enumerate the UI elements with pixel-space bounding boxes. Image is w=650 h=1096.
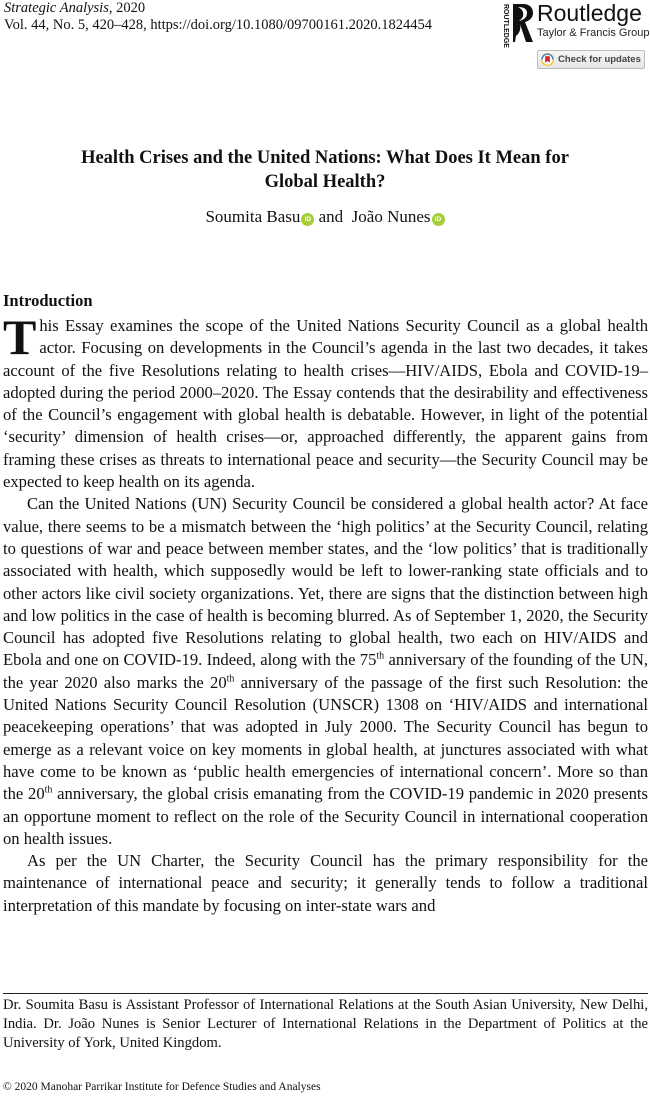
journal-year: , 2020 — [108, 0, 146, 16]
paragraph-text: anniversary of the founding of the UN, the year 2020 also marks the 20 — [3, 650, 648, 692]
check-for-updates-button[interactable] — [537, 50, 645, 69]
paragraph — [3, 309, 648, 493]
author-footnote: Dr. Soumita Basu is Assistant Professor of International Relations at the South Asian University, New Delhi, India. Dr. João Nunes is Senior Lecturer of International Relations in the Department of Politics at the University of York, United Kingdom. — [3, 997, 648, 1051]
paragraph-text: Can the United Nations (UN) Security Council be considered a global health actor? At face value, there seems to be a mismatch between the ‘high politics’ at the Security Council, relating to questions of war and peace between member states, and the ‘low politics’ that is traditionally associated with health, which supposedly would be left to lower-ranking state officials and to other actors like civil society organizations. Yet, there are signs that the distinction between high and low politics in the case of health is becoming blurred. As of September 1, 2020, the Security Council has adopted five Resolutions relating to global health, two each on HIV/AIDS and Ebola and one on COVID-19. Indeed, along with the 75 — [3, 494, 648, 670]
publisher-brand: Routledge — [537, 0, 642, 26]
paragraph-text: anniversary, the global crisis emanating from the COVID-19 pandemic in 2020 presents an opportune moment to reflect on the role of the Security Council in international cooperation on health issues. — [3, 784, 648, 848]
title-line-2: Global Health? — [264, 172, 386, 192]
paragraph-text: As per the UN Charter, the Security Council has the primary responsibility for the maintenance of international peace and security; it generally tends to follow a traditional interpretation of this mandate by focusing on inter-state wars and — [3, 851, 648, 915]
orcid-icon[interactable]: iD — [432, 213, 445, 226]
author-conjunction: and — [318, 207, 344, 226]
check-for-updates-label: Check for updates — [558, 54, 641, 65]
publisher-logo — [500, 0, 650, 48]
paragraph-text: his Essay examines the scope of the United Nations Security Council as a global health actor. Focusing on developments in the Council’s agenda in the last two decades, it takes account of the five Resolutions relating to health crises—HIV/AIDS, Ebola and COVID-19–adopted during the period 2000–2020. The Essay contends that the desirability and effectiveness of the Council’s engagement with global health is debatable. However, in light of the potential ‘security’ dimension of health crises—or, approached differently, the apparent gains from framing these crises as threats to international peace and security—the Security Council may be expected to keep health on its agenda. — [3, 316, 648, 492]
paragraph-text: anniversary of the passage of the first such Resolution: the United Nations Security Council Resolution (UNSCR) 1308 on ‘HIV/AIDS and international peacekeeping operations’ that was adopted in July 2000. The Security Council has begun to emerge as a relevant voice on key moments in global health, at junctures associated with what have come to be known as ‘public health emergencies of international concern’. More so than the 20 — [3, 672, 648, 804]
crossmark-icon — [541, 53, 554, 66]
article-body — [3, 309, 648, 917]
routledge-profile-r-icon — [512, 3, 534, 43]
superscript: th — [44, 784, 53, 796]
article-title — [20, 146, 630, 194]
author-list — [0, 206, 650, 228]
logo-vertical-text: ROUTLEDGE — [502, 4, 509, 48]
orcid-icon[interactable]: iD — [301, 213, 314, 226]
drop-cap: T — [3, 309, 37, 365]
author-name[interactable]: Soumita Basu — [205, 207, 301, 226]
journal-header — [4, 0, 432, 34]
paragraph — [3, 850, 648, 917]
superscript: th — [376, 650, 385, 662]
paragraph — [3, 493, 648, 850]
section-heading: Introduction — [3, 291, 93, 310]
author-name[interactable]: João Nunes — [351, 207, 431, 226]
citation-line[interactable]: Vol. 44, No. 5, 420–428, https://doi.org/10.1080/09700161.2020.1824454 — [4, 17, 433, 33]
superscript: th — [226, 673, 235, 685]
title-line-1: Health Crises and the United Nations: What Does It Mean for — [81, 148, 569, 168]
publisher-subtitle: Taylor & Francis Group — [537, 27, 650, 39]
copyright-notice: © 2020 Manohar Parrikar Institute for Defence Studies and Analyses — [3, 1081, 321, 1093]
journal-name: Strategic Analysis — [4, 0, 109, 16]
footnote-divider — [3, 993, 648, 994]
